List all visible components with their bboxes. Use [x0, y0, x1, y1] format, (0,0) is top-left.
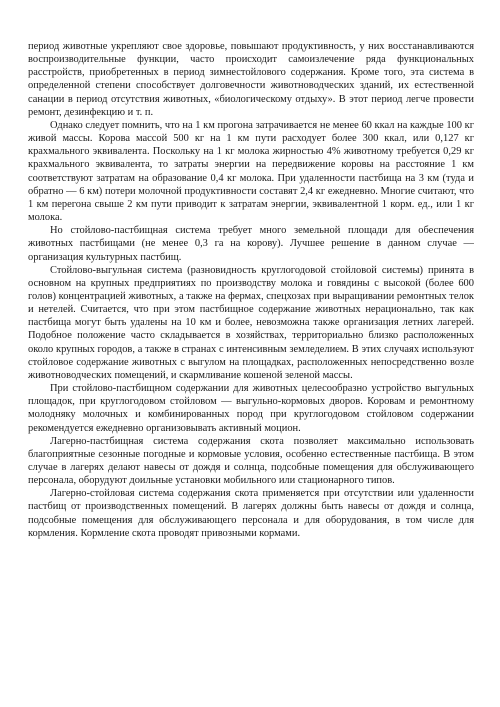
paragraph-energy-costs: Однако следует помнить, что на 1 км прогона затрачивается не менее 60 ккал на каждые 100 кг живой массы. Корова массой 500 кг на 1 км пути расходует более 300 ккал, или 0,127 кг крахмального эквивалента. Поскольку на 1 кг молока жирностью 4% животному требуется 0,29 кг крахмального эквивалента, то затраты энергии на передвижение коровы на расстояние 1 км соответствуют затратам на образование 0,4 кг молока. При удаленности пастбища на 3 км (туда и обратно — 6 км) потери молочной продуктивности составят 2,4 кг ежедневно. Многие считают, что 1 км перегона свыше 2 км пути приводит к затратам энергии, эквивалентной 1 корм. ед., или 1 кг молока.	[28, 119, 474, 224]
paragraph-land-requirements: Но стойлово-пастбищная система требует много земельной площади для обеспечения животных пастбищами (не менее 0,3 га на корову). Лучшее решение в данном случае — организация культурных пастбищ.	[28, 225, 474, 263]
paragraph-camp-pasture-system: Лагерно-пастбищная система содержания скота позволяет максимально использовать благоприятные сезонные погодные и кормовые условия, особенно естественные пастбища. В этом случае в лагерях делают навесы от дождя и солнца, подсобные помещения для обслуживающего персонала, оборудуют доильные установки мобильного или стационарного типов.	[28, 435, 474, 487]
paragraph-stall-walking-system: Стойлово-выгульная система (разновидность круглогодовой стойловой системы) принята в основном на крупных предприятиях по производству молока и говядины с высокой (более 600 голов) концентрацией животных, а также на фермах, спецхозах при выращивании ремонтных телок и нетелей. Считается, что при этом пастбищное содержание животных нерационально, так как пастбища могут быть удалены на 10 км и более, невозможна также организация летних лагерей. Подобное положение часто складывается в хозяйствах, территориально близко расположенных около крупных городов, а также в странах с интенсивным земледелием. В этих случаях используют стойловое содержание животных с выгулом на площадках, расположенных непосредственно возле животноводческих помещений, и скармливание кошеной зеленой массы.	[28, 264, 474, 381]
paragraph-camp-stall-system: Лагерно-стойловая система содержания скота применяется при отсутствии или удаленности пастбищ от производственных помещений. В лагерях должны быть навесы от дождя и солнца, подсобные помещения для обслуживающего персонала и для оборудования, в том числе для кормления. Кормление скота проводят привозными кормами.	[28, 488, 474, 539]
document-page	[28, 40, 474, 540]
paragraph-summer-benefits: период животные укрепляют свое здоровье, повышают продуктивность, у них восстанавливаются воспроизводительные функции, часто происходит самоизлечение ряда функциональных расстройств, приобретенных в период зимнестойлового содержания. Кроме того, эта система в определенной степени способствует долговечности животноводческих зданий, их естественной санации в период отсутствия животных, «биологическому отдыху». В этот период легче провести ремонт, дезинфекцию и т. п.	[28, 41, 474, 118]
paragraph-walking-yards: При стойлово-пастбищном содержании для животных целесообразно устройство выгульных площадок, при круглогодовом стойловом — выгульно-кормовых дворов. Коровам и ремонтному молодняку молочных и комбинированных пород при круглогодовом стойловом содержании рекомендуется ежедневно организовывать активный моцион.	[28, 383, 474, 434]
